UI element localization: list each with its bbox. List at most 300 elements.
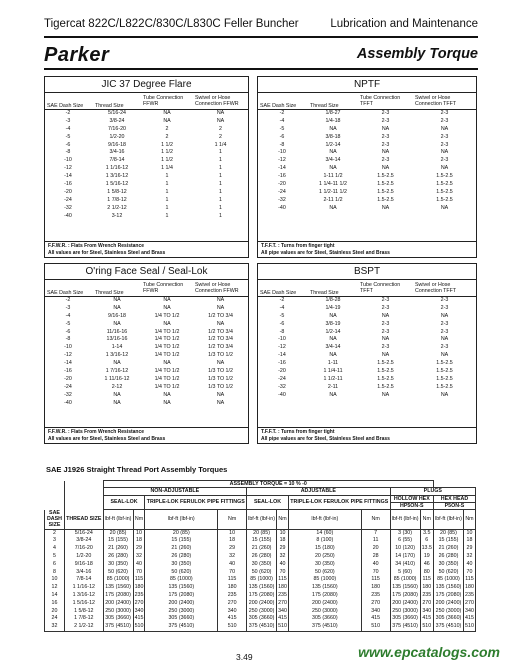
table-cell — [433, 592, 463, 600]
panel-cell: 1/4 TO 1/2 — [154, 344, 180, 351]
lbft-value: 34 — [395, 560, 402, 567]
table-cell — [390, 623, 420, 631]
panel-cell: -14 — [278, 165, 286, 172]
panel-cell: NA — [113, 399, 121, 406]
seal-lok-adj-header: SEAL-LOK — [247, 495, 289, 510]
table-cell — [145, 600, 218, 608]
table-cell: 180 — [361, 584, 390, 592]
panel-cell: -2 — [279, 297, 285, 303]
table-cell — [247, 592, 277, 600]
column-headers — [45, 280, 248, 297]
panel-row — [45, 400, 248, 408]
panel-cell: 1-11 1/2 — [323, 173, 343, 180]
lbin-value: (4510) — [402, 623, 418, 630]
panel-row — [258, 352, 476, 360]
lbin-value: (260) — [445, 545, 459, 552]
lbft-value: 200 — [392, 599, 402, 606]
table-cell: 7/8-14 — [65, 576, 104, 584]
panel-cell: 3/8-18 — [325, 133, 341, 140]
lbft-value: 250 — [312, 607, 321, 614]
panel-row — [45, 329, 248, 337]
panel-cell: 1.5-2.5 — [436, 368, 453, 375]
column-header: SAE Dash Size — [260, 103, 297, 109]
panel-row — [45, 189, 248, 197]
panel-cell: 1 — [165, 188, 169, 195]
table-cell — [288, 537, 361, 545]
table-cell — [247, 623, 277, 631]
lbft-value: 135 — [312, 584, 321, 591]
panel-cell: 1 — [165, 196, 169, 203]
table-cell: 510 — [420, 623, 433, 631]
panel-row — [45, 197, 248, 205]
panel-cell: 1.5-2.5 — [436, 375, 453, 382]
panel-cell: 1 — [219, 204, 222, 211]
panel-cell: -16 — [278, 360, 286, 367]
table-cell: 40 — [133, 561, 145, 569]
panel-cell: 1.5-2.5 — [436, 383, 453, 390]
lbin-value: (1000) — [401, 576, 417, 583]
table-cell — [145, 553, 218, 561]
panel-cell: 1 — [219, 188, 222, 195]
table-cell: 235 — [465, 591, 474, 598]
lbft-value: 14 — [316, 529, 323, 536]
column-header: Tube Connection TFFT — [360, 282, 401, 294]
lbin-value: (280) — [259, 552, 272, 559]
panel-cell: 1/8-27 — [325, 110, 341, 116]
panel-row — [258, 142, 476, 150]
panel-cell: -4 — [279, 304, 285, 311]
lbft-value: 175 — [392, 591, 402, 598]
panel-cell: -3 — [65, 304, 71, 311]
panel-cell: 1/4 TO 1/2 — [154, 375, 180, 382]
panel-cell: NA — [381, 149, 390, 156]
lbin-value: (155) — [445, 537, 459, 544]
panel-row — [258, 360, 476, 368]
triple-lok-na-header: TRIPLE-LOK FERULOK PIPE FITTINGS — [145, 495, 247, 510]
panel-row — [258, 157, 476, 165]
table-cell — [247, 569, 277, 577]
panel-cell: -40 — [278, 204, 286, 211]
panel-cell: -5 — [279, 312, 285, 319]
panel-cell: 2-3 — [381, 133, 390, 140]
lbin-value: (620) — [178, 568, 192, 575]
table-cell: 1 7/8-12 — [65, 615, 104, 623]
lbin-value: (85) — [117, 529, 127, 536]
lbin-value: (100) — [320, 537, 334, 544]
lbin-value: (2400) — [178, 599, 195, 606]
column-headers — [258, 280, 476, 297]
panel-cell: 1/2-20 — [109, 133, 125, 140]
table-cell: 340 — [278, 607, 287, 614]
panel-cell: 5/16-24 — [108, 110, 126, 116]
lbin-value: (155) — [115, 537, 128, 544]
lbin-value: (85) — [180, 529, 190, 536]
panel-cell: 1/4 TO 1/2 — [154, 368, 180, 375]
panel-row — [45, 181, 248, 189]
panel-cell: -6 — [65, 141, 71, 148]
table-cell — [145, 529, 218, 537]
table-row — [45, 553, 476, 561]
lbft-value: 135 — [105, 584, 115, 591]
table-cell: 70 — [361, 569, 390, 577]
table-cell — [433, 545, 463, 553]
note-line: T.F.F.T. : Turns from finger tight — [261, 429, 335, 435]
lbin-value: (2080) — [178, 591, 195, 598]
lbft-value: 135 — [168, 584, 178, 591]
panel-cell: NA — [216, 320, 225, 327]
panel-cell: 9/16-18 — [108, 312, 126, 319]
lbin-value: (155) — [259, 537, 272, 544]
panel-cell: 1.5-2.5 — [377, 383, 394, 390]
table-cell: 70 — [277, 569, 289, 577]
panel-cell: 1.5-2.5 — [436, 196, 453, 203]
lbft-value: 250 — [248, 607, 258, 614]
table-row — [45, 592, 476, 600]
table-cell: 18 — [277, 537, 289, 545]
panel-cell: -32 — [278, 196, 286, 203]
panel-cell: NA — [381, 391, 390, 398]
panel-cell: NA — [381, 125, 390, 132]
panel-row — [258, 149, 476, 157]
lbft-value: 20 — [172, 529, 179, 536]
table-cell — [103, 608, 133, 616]
panel-cell: 2-3 — [381, 320, 390, 327]
table-cell — [103, 545, 133, 553]
column-header: Tube Connection FFWR — [143, 282, 184, 294]
table-cell — [103, 600, 133, 608]
panel-cell: 1 3/16-12 — [105, 173, 129, 180]
column-header: Thread Size — [95, 290, 124, 296]
table-cell — [390, 615, 420, 623]
thread-header: THREAD SIZE — [65, 510, 104, 529]
panel-cell: -10 — [64, 157, 72, 164]
panel-cell: -12 — [64, 165, 72, 172]
lbin-value: (1000) — [444, 576, 460, 583]
panel-cell: -3 — [65, 117, 71, 124]
table-cell — [288, 561, 361, 569]
table-cell: 18 — [133, 537, 145, 545]
panel-cell: 1/2-14 — [325, 141, 341, 148]
panel-cell: -24 — [278, 188, 286, 195]
panel-cell: 2-3 — [381, 141, 390, 148]
panel-cell: -14 — [278, 352, 286, 359]
table-cell: 10 — [218, 529, 247, 537]
unit-nm: Nm — [361, 510, 390, 529]
lbin-value: (3660) — [178, 615, 195, 622]
sae-torque-table — [44, 480, 476, 632]
panel-row — [45, 157, 248, 165]
lbft-value: 50 — [438, 568, 445, 575]
table-cell — [103, 569, 133, 577]
column-header: SAE Dash Size — [260, 290, 297, 296]
lbft-value: 250 — [435, 607, 445, 614]
unit-nm: Nm — [463, 510, 475, 529]
panel-cell: 2-3 — [440, 344, 449, 351]
panel-cell: 2 1/2-12 — [107, 204, 127, 211]
lbin-value: (1560) — [115, 584, 131, 591]
p5on-header: P5ON-S — [433, 502, 475, 509]
panel-cell: NA — [163, 399, 171, 406]
table-cell — [433, 584, 463, 592]
panel-cell: -2 — [65, 110, 71, 116]
panel-note — [258, 241, 476, 257]
lbft-value: 20 — [314, 552, 321, 559]
lbft-value: 30 — [251, 560, 258, 567]
table-cell: 24 — [45, 615, 65, 623]
panel-row — [45, 360, 248, 368]
column-header: SAE Dash Size — [47, 290, 84, 296]
table-cell: 40 — [277, 561, 289, 569]
table-cell: 3/4-16 — [65, 569, 104, 577]
table-cell: 5/16-24 — [65, 529, 104, 537]
panel-row — [45, 205, 248, 213]
note-line: All pipe values are for Steel, Stainless Steel and Brass — [261, 249, 390, 256]
table-cell: 510 — [133, 623, 145, 631]
lbin-value: (60) — [402, 568, 413, 575]
panel-cell: 1 — [165, 181, 169, 188]
section-title: Assembly Torque — [356, 46, 478, 62]
panel-cell: -40 — [64, 212, 72, 219]
panel-cell: -6 — [279, 133, 285, 140]
table-cell — [288, 608, 361, 616]
panel-cell: NA — [216, 297, 225, 303]
panel-cell: 1 11/16-12 — [104, 375, 130, 382]
unit-nm: Nm — [420, 510, 433, 529]
panel-cell: -4 — [279, 117, 285, 124]
panel-cell: 2-3 — [440, 141, 449, 148]
table-cell: 235 — [134, 591, 144, 598]
lbft-value: 175 — [168, 591, 178, 598]
panel-cell: 1 1/2 — [161, 141, 173, 148]
table-cell: 6 — [45, 561, 65, 569]
table-cell — [247, 529, 277, 537]
panel-cell: NA — [329, 165, 337, 172]
panel-cell: 1/4-18 — [325, 117, 341, 124]
lbft-value: 15 — [171, 537, 178, 544]
lbin-value: (3660) — [322, 615, 338, 622]
panel-cell: 1 — [165, 173, 169, 180]
table-cell: 32 — [218, 553, 247, 561]
brand-logo: Parker — [44, 44, 110, 66]
column-header: Thread Size — [310, 290, 339, 296]
table-cell — [145, 615, 218, 623]
panel-cell: NA — [216, 360, 225, 367]
lbft-value: 200 — [312, 599, 321, 606]
table-cell: 180 — [465, 584, 474, 591]
panel-cell: 2-3 — [381, 157, 390, 164]
panel-cell: 1 1/4 — [161, 165, 173, 172]
table-cell — [433, 615, 463, 623]
page-number: 3.49 — [236, 652, 253, 662]
table-cell: 6 — [420, 537, 433, 545]
panel-cell: -6 — [279, 320, 285, 327]
table-cell: 40 — [218, 561, 247, 569]
unit-lbft: lbf-ft (lbf-in) — [390, 510, 420, 529]
panel-row — [258, 297, 476, 305]
lbin-value: (2400) — [445, 599, 462, 606]
panel-cell: 1 7/16-12 — [105, 368, 129, 375]
lbin-value: (85) — [260, 529, 270, 536]
table-cell: 10 — [277, 529, 289, 537]
panel-cell: 1 5/8-12 — [107, 188, 127, 195]
table-cell — [433, 569, 463, 577]
panel-cell: 9/16-18 — [108, 141, 126, 148]
panel-cell: 1 1/2-11 — [323, 375, 343, 382]
table-cell — [390, 592, 420, 600]
table-cell: 1 3/16-12 — [65, 592, 104, 600]
table-cell: 235 — [420, 592, 433, 600]
table-cell: 115 — [420, 576, 433, 584]
lbft-value: 21 — [251, 545, 258, 552]
lbft-value: 305 — [312, 615, 321, 622]
table-cell — [288, 592, 361, 600]
lbft-value: 85 — [313, 576, 320, 583]
table-cell: 7/16-20 — [65, 545, 104, 553]
panel-cell: -20 — [278, 181, 286, 188]
panel-cell: NA — [381, 204, 390, 211]
panel-cell: 1.5-2.5 — [436, 173, 453, 180]
table-cell — [145, 576, 218, 584]
hex-head-header: HEX HEAD — [433, 495, 475, 502]
table-cell — [103, 615, 133, 623]
lbin-value: (620) — [115, 568, 128, 575]
panel-cell: -12 — [278, 157, 286, 164]
note-line: T.F.F.T. : Turns from finger tight — [261, 243, 335, 249]
lbin-value: (2080) — [259, 591, 275, 598]
panel-cell: 1/4 TO 1/2 — [154, 383, 180, 390]
panel-cell: 1/3 TO 1/2 — [208, 368, 233, 375]
panel-cell: -40 — [64, 399, 72, 406]
panel-cell: 1/3 TO 1/2 — [208, 375, 233, 382]
table-cell — [103, 576, 133, 584]
table-cell — [390, 569, 420, 577]
lbft-value: 21 — [108, 545, 115, 552]
panel-cell: NA — [113, 360, 121, 367]
lbft-value: 175 — [105, 591, 115, 598]
panel-cell: 1 1/2 — [161, 149, 173, 156]
table-cell — [103, 561, 133, 569]
table-cell: 11 — [361, 537, 390, 545]
table-cell — [247, 576, 277, 584]
panel-row — [258, 392, 476, 400]
table-cell: 340 — [465, 607, 474, 614]
panel-cell: 1 — [219, 181, 222, 188]
unit-nm: Nm — [277, 510, 289, 529]
table-cell: 9/16-18 — [65, 561, 104, 569]
table-row — [45, 529, 476, 537]
panel-cell: 1 1/4-11 1/2 — [319, 181, 347, 188]
table-cell — [288, 623, 361, 631]
note-line: F.F.W.R. : Flats From Wrench Resistance — [48, 429, 145, 435]
panel-cell: 1-14 — [111, 344, 123, 351]
column-header: Swivel or Hose Connection FFWR — [195, 282, 239, 294]
unit-lbft: lbf-ft (lbf-in) — [103, 510, 133, 529]
lbft-value: 15 — [251, 537, 258, 544]
lbft-value: 85 — [393, 576, 400, 583]
panel-cell: NA — [440, 352, 449, 359]
table-cell: 180 — [278, 584, 287, 591]
orfs-panel — [44, 263, 249, 444]
panel-cell: NA — [329, 391, 337, 398]
panel-cell: 1/4 TO 1/2 — [154, 352, 180, 359]
table-cell — [145, 608, 218, 616]
lbin-value: (2400) — [322, 599, 338, 606]
lbin-value: (2400) — [402, 599, 418, 606]
panel-cell: NA — [440, 125, 449, 132]
panel-row — [258, 197, 476, 205]
panel-cell: 2-3 — [381, 117, 390, 124]
table-cell: 32 — [463, 553, 475, 561]
panel-cell: 3/8-24 — [109, 117, 125, 124]
table-cell: 40 — [463, 561, 475, 569]
table-cell: 18 — [463, 537, 475, 545]
table-cell: 235 — [278, 591, 287, 598]
lbin-value: (260) — [115, 545, 128, 552]
lbft-value: 200 — [168, 599, 178, 606]
table-cell: 20 — [45, 608, 65, 616]
column-header: Tube Connection TFFT — [360, 95, 401, 107]
lbft-value: 21 — [438, 545, 445, 552]
table-cell: 1/2-20 — [65, 553, 104, 561]
panel-cell: NA — [113, 391, 121, 398]
lbin-value: (1560) — [259, 584, 275, 591]
lbin-value: (2080) — [402, 591, 418, 598]
jic-panel — [44, 76, 249, 258]
lbft-value: 175 — [248, 591, 258, 598]
table-cell: 415 — [134, 615, 144, 622]
panel-cell: NA — [163, 320, 171, 327]
table-cell — [288, 600, 361, 608]
lbft-value: 375 — [435, 623, 445, 630]
table-cell — [103, 592, 133, 600]
lbin-value: (2080) — [115, 591, 131, 598]
header-rule — [44, 36, 478, 38]
table-cell — [103, 623, 133, 631]
panel-cell: 1.5-2.5 — [436, 181, 453, 188]
table-cell: 415 — [420, 615, 433, 623]
lbin-value: (1560) — [178, 584, 195, 591]
panel-note — [45, 241, 248, 257]
panel-row — [258, 189, 476, 197]
lbft-value: 175 — [435, 591, 445, 598]
table-cell: 415 — [465, 615, 474, 622]
table-cell: 1 5/16-12 — [65, 600, 104, 608]
panel-cell: 1 — [219, 173, 222, 180]
panel-cell: -16 — [64, 181, 72, 188]
table-cell: 510 — [463, 623, 475, 631]
table-cell: 7 — [361, 529, 390, 537]
panel-cell: NA — [163, 304, 171, 311]
panel-row — [258, 110, 476, 118]
lbft-value: 26 — [171, 552, 178, 559]
panel-cell: 1/2 TO 3/4 — [208, 312, 233, 319]
lbin-value: (170) — [402, 552, 415, 559]
panel-cell: 3/4-16 — [109, 149, 125, 156]
panel-cell: NA — [440, 391, 449, 398]
table-cell — [247, 537, 277, 545]
table-cell: 180 — [218, 584, 247, 592]
column-header: Tube Connection FFWR — [143, 95, 184, 107]
panel-cell: 2-3 — [440, 328, 449, 335]
panel-row — [258, 126, 476, 134]
table-cell — [288, 615, 361, 623]
panel-cell: 1 — [219, 196, 222, 203]
panel-cell: -6 — [65, 328, 71, 335]
panel-row — [45, 110, 248, 118]
table-cell — [145, 584, 218, 592]
table-cell: 10 — [463, 529, 475, 537]
table-cell — [247, 561, 277, 569]
